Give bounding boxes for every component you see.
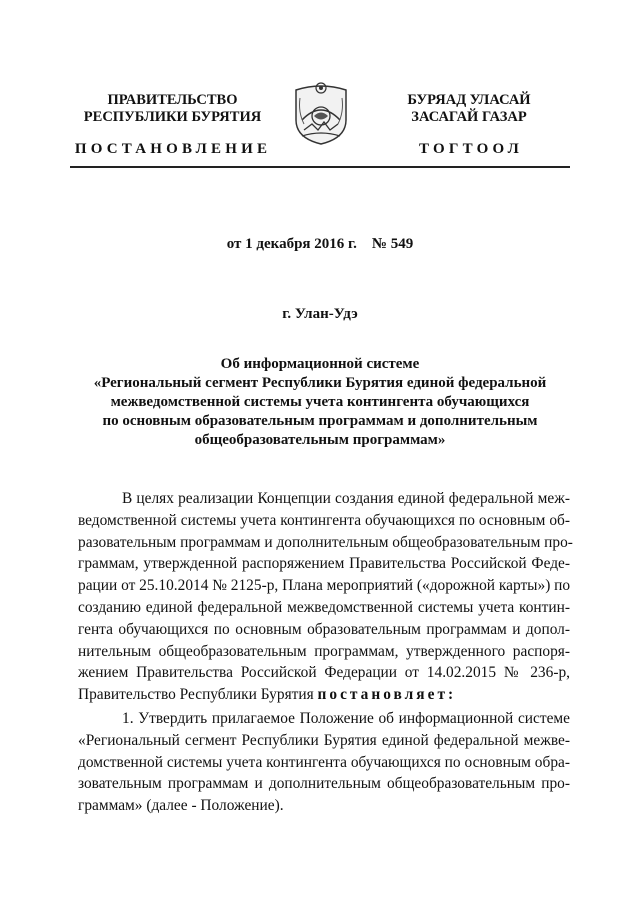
body-line: рации от 25.10.2014 № 2125-р, Плана мероприятий («дорожной карты») по: [78, 577, 571, 595]
doc-type-left: ПОСТАНОВЛЕНИЕ: [74, 141, 272, 157]
issuer-left-line2: РЕСПУБЛИКИ БУРЯТИЯ: [83, 109, 262, 125]
title-line: по основным образовательным программам и дополнительным: [102, 413, 538, 429]
date-number: от 1 декабря 2016 г. № 549: [226, 236, 414, 252]
coat-of-arms-emblem: [292, 80, 350, 146]
paragraph-item-1: [78, 708, 570, 817]
issuer-right-line1: БУРЯАД УЛАСАЙ: [407, 92, 531, 108]
body-line: созданию единой федеральной межведомственной системы учета контин-: [78, 598, 570, 616]
resolution-keyword: постановляет:: [317, 686, 457, 704]
doc-type-right: ТОГТООЛ: [419, 141, 523, 157]
body-line: граммам, утвержденной распоряжением Правительства Российской Феде-: [78, 555, 570, 573]
title-line: «Региональный сегмент Республики Бурятия единой федеральной: [93, 375, 547, 391]
issuer-right-line2: ЗАСАГАЙ ГАЗАР: [411, 109, 527, 125]
body-line: ведомственной системы учета контингента обучающихся по основным об-: [78, 511, 570, 529]
issuer-left-line1: ПРАВИТЕЛЬСТВО: [107, 92, 238, 108]
document-title: [70, 355, 570, 450]
body-line: домственной системы учета контингента обучающихся по основным обра-: [78, 753, 570, 771]
body-line-resolution: [78, 684, 570, 706]
body-line: В целях реализации Концепции создания единой федеральной меж-: [122, 490, 570, 507]
paragraph-preamble: [78, 488, 573, 706]
body-line: «Региональный сегмент Республики Бурятия единой федеральной межве-: [78, 731, 570, 749]
body-line: жением Правительства Российской Федерации от 14.02.2015 № 236-р,: [78, 664, 570, 682]
issuer-right: [374, 92, 564, 126]
header-rule: [70, 166, 570, 168]
title-line: общеобразовательным программам»: [194, 432, 446, 448]
body-line: граммам» (далее - Положение).: [78, 797, 284, 815]
body-line: 1. Утвердить прилагаемое Положение об информационной системе: [122, 710, 570, 727]
issuer-left: [70, 92, 275, 126]
title-line: межведомственной системы учета контингента обучающихся: [110, 394, 530, 410]
resolution-prefix: Правительство Республики Бурятия: [78, 686, 318, 704]
city: г. Улан-Удэ: [282, 306, 358, 322]
body-line: нительным общеобразовательным программам, утвержденного распоря-: [78, 642, 570, 660]
body-line: зовательным программам и дополнительным общеобразовательным про-: [78, 775, 570, 793]
title-line: Об информационной системе: [220, 356, 420, 372]
body-line: разовательным программам и дополнительным общеобразовательным про-: [78, 533, 573, 551]
body-line: гента обучающихся по основным образовательным программам и допол-: [78, 620, 570, 638]
